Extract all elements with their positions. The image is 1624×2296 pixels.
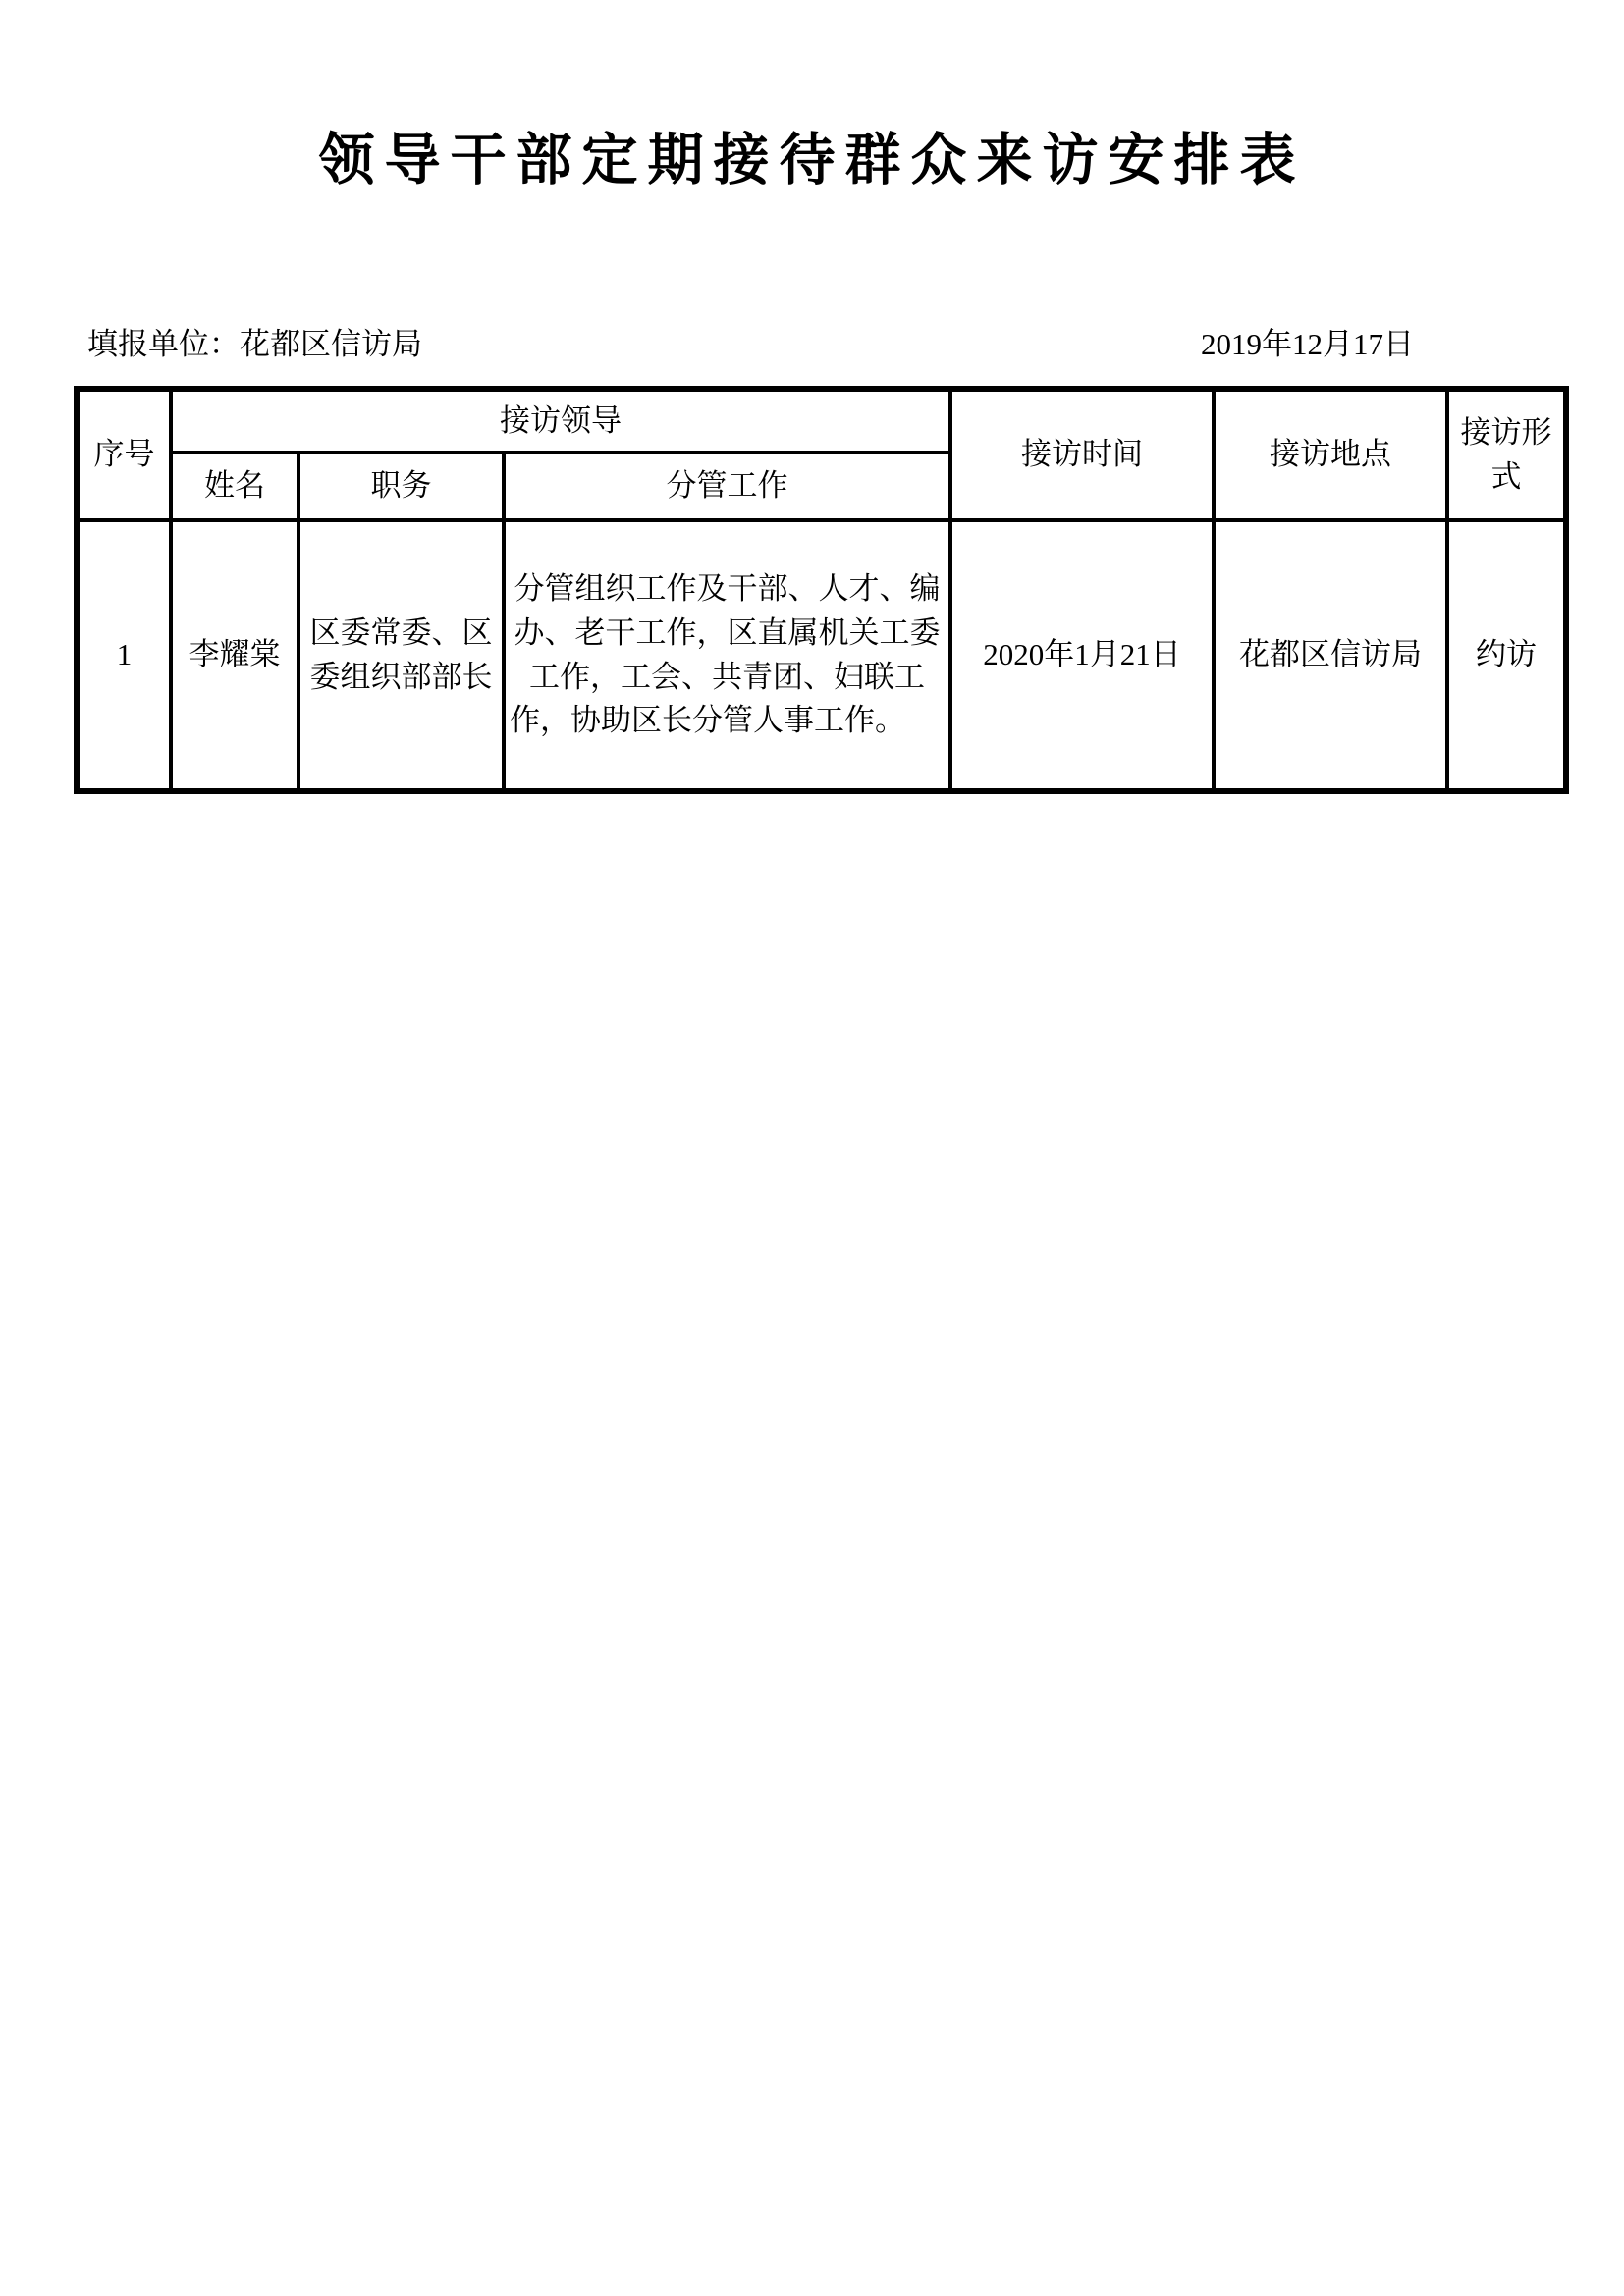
header-visit-location: 接访地点 [1214,389,1447,520]
header-visit-time: 接访时间 [950,389,1214,520]
header-duties: 分管工作 [504,453,950,520]
schedule-table [74,386,1569,794]
header-row-1 [77,389,1566,453]
header-name: 姓名 [171,453,298,520]
cell-visit-form: 约访 [1447,520,1566,791]
cell-duties: 分管组织工作及干部、人才、编办、老干工作，区直属机关工委工作，工会、共青团、妇联工作，协助区长分管人事工作。 [504,520,950,791]
reporting-unit-label: 填报单位：花都区信访局 [87,327,422,361]
page-title: 领导干部定期接待群众来访安排表 [318,128,1306,192]
header-visit-form: 接访形式 [1447,389,1566,520]
cell-name: 李耀棠 [171,520,298,791]
cell-position: 区委常委、区委组织部部长 [298,520,504,791]
info-row [74,326,1563,362]
header-index: 序号 [77,389,171,520]
header-leader-group: 接访领导 [171,389,950,453]
header-position: 职务 [298,453,504,520]
report-date: 2019年12月17日 [1201,327,1414,361]
table-row [77,520,1566,791]
cell-visit-time: 2020年1月21日 [950,520,1214,791]
cell-index: 1 [77,520,171,791]
cell-visit-location: 花都区信访局 [1214,520,1447,791]
